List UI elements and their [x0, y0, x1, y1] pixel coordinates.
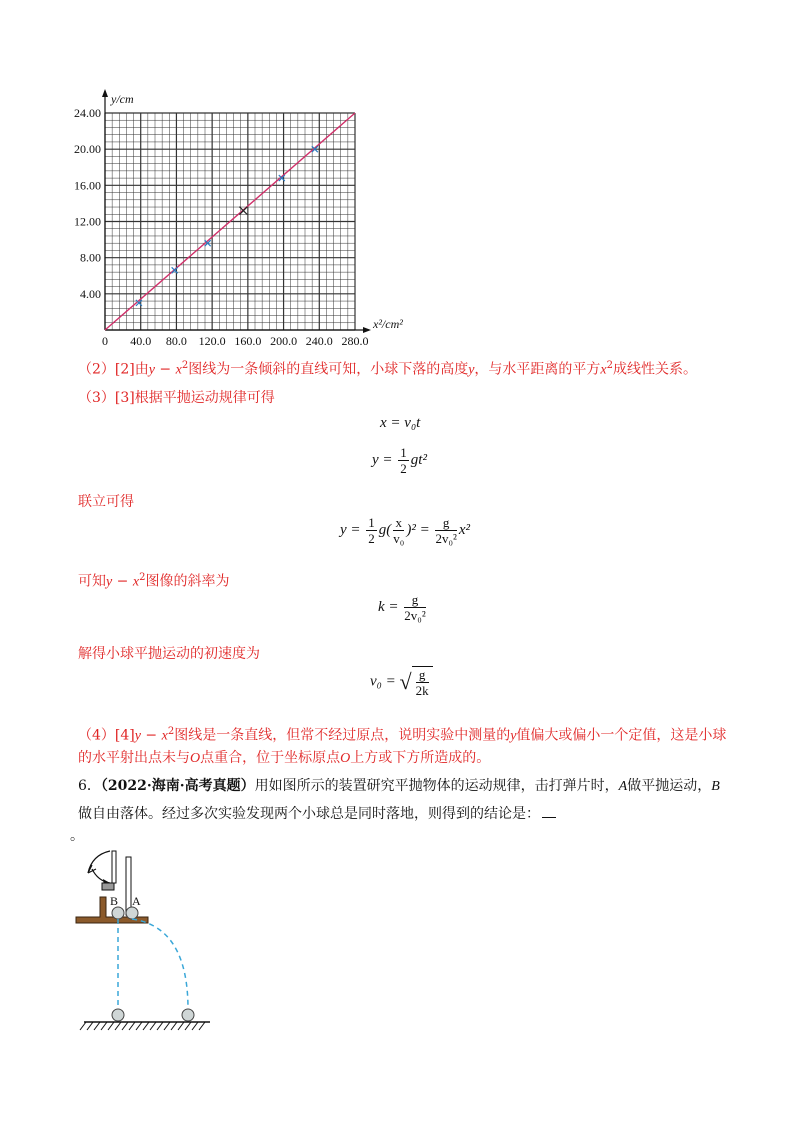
chart-grid	[102, 89, 371, 333]
x-axis-arrow	[363, 327, 371, 333]
kezhi-slope-label: 可知$y - x^2$图像的斜率为	[78, 572, 230, 590]
ground-hatch	[122, 1022, 128, 1030]
ground-hatch	[101, 1022, 107, 1030]
ball-A	[126, 907, 138, 919]
ground-hatch	[108, 1022, 114, 1030]
ground-hatch	[143, 1022, 149, 1030]
answer-blank[interactable]	[542, 805, 556, 818]
equation-v0: v₀ = √ $\frac{g}{2k}$	[370, 666, 433, 698]
lianli-label: 联立可得	[78, 494, 134, 510]
ground-hatch	[171, 1022, 177, 1030]
ground-hatch	[80, 1022, 86, 1030]
x-axis-label: x²/cm²	[373, 317, 403, 331]
jiede-label: 解得小球平抛运动的初速度为	[78, 646, 260, 662]
strike-arrow-icon	[88, 851, 110, 873]
hammer-head	[102, 883, 114, 890]
answer-part-3: （3）[3]根据平抛运动规律可得	[78, 390, 275, 406]
y-tick-label: 8.00	[80, 250, 101, 265]
projectile-path	[132, 919, 188, 1009]
question-6-line1: 6．（2022·海南·高考真题）用如图所示的装置研究平抛物体的运动规律，击打弹片时，A做平抛运动，B	[78, 778, 720, 794]
equation-combined: y = $\frac{1}{2}$ g( $\frac{x}{\text{v₀}}$ )² = $\frac{g}{\text{2v₀²}}$ x²	[340, 515, 471, 546]
ground-hatch	[199, 1022, 205, 1030]
answer-part-2: （2）[2]由$y - x^2$图线为一条倾斜的直线可知，小球下落的高度y，与水平距离的平方$x^2$成线性关系。	[78, 360, 698, 378]
upright-post	[126, 857, 131, 915]
ground-hatch	[94, 1022, 100, 1030]
y-tick-label: 24.00	[74, 106, 101, 120]
ground-hatch	[157, 1022, 163, 1030]
label-A: A	[132, 894, 141, 908]
ground-hatch	[178, 1022, 184, 1030]
landed-ball-B	[112, 1009, 124, 1021]
y-tick-label: 12.00	[74, 214, 101, 229]
ball-B	[112, 907, 124, 919]
x-tick-label: 200.0	[270, 334, 298, 345]
ground-hatch	[164, 1022, 170, 1030]
projectile-apparatus-figure	[70, 845, 270, 1045]
chart-labels	[74, 92, 403, 345]
y-tick-label: 4.00	[80, 286, 101, 301]
x-tick-label: 80.0	[165, 334, 187, 345]
question-6-line3: 。	[70, 828, 84, 844]
y-tick-label: 16.00	[74, 178, 101, 193]
y-x2-chart	[0, 0, 800, 345]
x-tick-label: 0	[102, 334, 108, 345]
x-tick-label: 120.0	[198, 334, 226, 345]
ground-hatch	[136, 1022, 142, 1030]
x-tick-label: 40.0	[130, 334, 152, 345]
ground-hatch	[192, 1022, 198, 1030]
ground-hatch	[185, 1022, 191, 1030]
x-tick-label: 280.0	[341, 334, 369, 345]
x-tick-label: 160.0	[234, 334, 262, 345]
label-B: B	[110, 894, 119, 908]
y-axis-label: y/cm	[111, 92, 134, 106]
equation-slope-k: k = $\frac{g}{\text{2v₀²}}$	[378, 592, 426, 623]
ground-hatch	[115, 1022, 121, 1030]
answer-part-4-line2: 的水平射出点未与O点重合，位于坐标原点O上方或下方所造成的。	[78, 750, 491, 766]
equation-y-half-gt2: y = $\frac{1}{2}$ gt²	[372, 445, 427, 476]
hammer-handle	[112, 851, 116, 883]
ground-hatch	[129, 1022, 135, 1030]
landed-ball-A	[182, 1009, 194, 1021]
answer-part-4-line1: $(4)[4]y - x^2$图线是一条直线，但常不经过原点，说明实验中测量的y值偏大或偏小一个定值，这是小球	[78, 726, 727, 744]
question-6-line2: 做自由落体。经过多次实验发现两个小球总是同时落地，则得到的结论是：	[78, 804, 556, 824]
y-tick-label: 20.00	[74, 142, 101, 157]
equation-x-v0t: x = v₀t	[380, 415, 421, 431]
ground-hatch	[87, 1022, 93, 1030]
y-axis-arrow	[102, 89, 108, 97]
ground-hatch	[150, 1022, 156, 1030]
x-tick-label: 240.0	[305, 334, 333, 345]
